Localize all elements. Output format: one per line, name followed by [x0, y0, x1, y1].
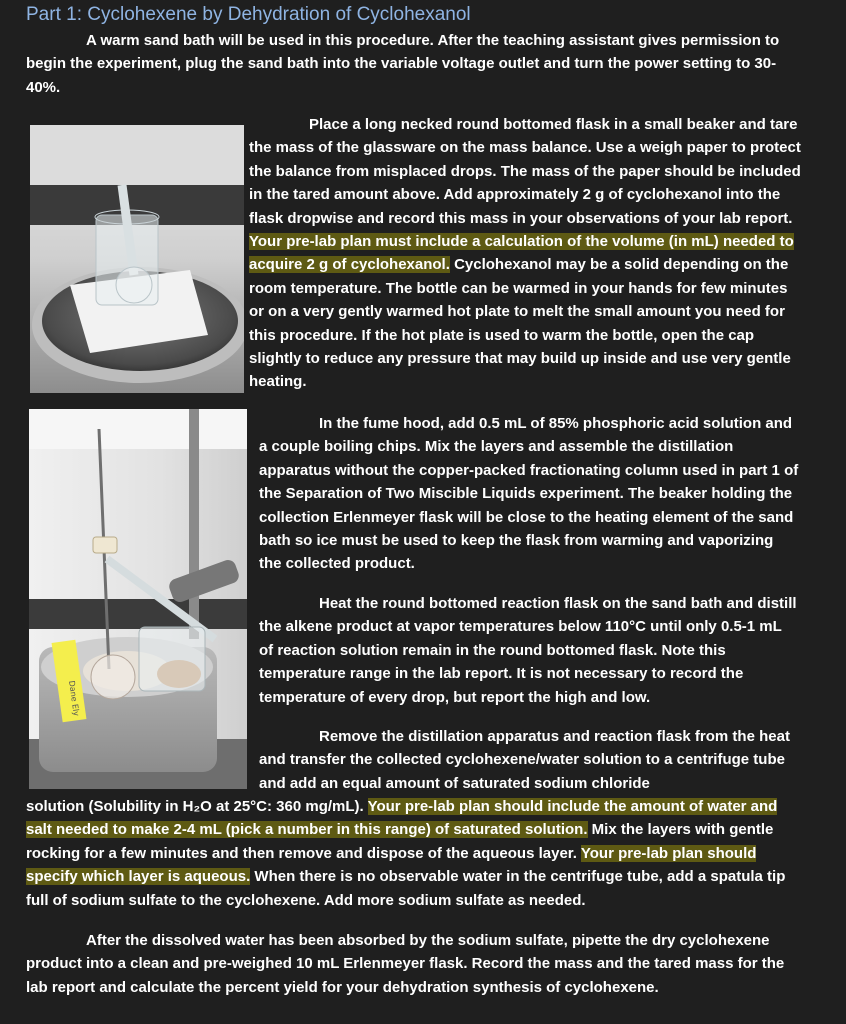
p5-text-d: When there is no observable water in the centrifuge tube, add a spatula tip full of sodium sulfate to the cyclohexene. Add more sodium sulfate as needed.	[26, 868, 786, 909]
p5-highlight-2: Your pre-lab plan should specify which layer is aqueous.	[26, 844, 757, 886]
p5-text-c: Mix the layers with gentle rocking for a few minutes and then remove and dispose of the aqueous layer.	[26, 821, 774, 862]
procedure-text-6	[26, 929, 796, 999]
distillation-illustration	[29, 409, 247, 789]
intro-text: A warm sand bath will be used in this procedure. After the teaching assistant gives permission to begin the experiment, plug the sand bath into the variable voltage outlet and turn the power setting to 30-40%.	[26, 32, 780, 96]
p5-text-b: solution (Solubility in H₂O at 25°C: 360 mg/mL).	[26, 798, 368, 815]
procedure-paragraph-5-bottom	[26, 795, 796, 912]
p2-text-b: Cyclohexanol may be a solid depending on the room temperature. The bottle can be warmed in your hands for few minutes or on a very gently warmed hot plate to melt the small amount you need for this procedure. If the hot plate is used to warm the bottle, open the cap slightly to reduce any pressure that may build up inside and use very gentle heating.	[249, 256, 791, 391]
procedure-paragraph-3	[259, 412, 799, 576]
p2-text-a: Place a long necked round bottomed flask in a small beaker and tare the mass of the glassware on the mass balance. Use a weigh paper to protect the balance from misplaced drops. The mass of the paper should be included in the tared amount above. Add approximately 2 g of cyclohexanol into the flask dropwise and record this mass in your observations of your lab report.	[249, 116, 801, 227]
p2-highlight: Your pre-lab plan must include a calculation of the volume (in mL) needed to acquire 2 g of cyclohexanol.	[249, 233, 794, 274]
tape-label: Dane Ely	[67, 680, 81, 717]
intro-paragraph	[26, 29, 796, 99]
procedure-paragraph-4	[259, 592, 799, 709]
p3-text: In the fume hood, add 0.5 mL of 85% phosphoric acid solution and a couple boiling chips. Mix the layers and assemble the distillation apparatus without the copper-packed fractionating column used in part 1 of the Separation of Two Miscible Liquids experiment. The beaker holding the collection Erlenmeyer flask will be close to the heating element of the sand bath so ice must be used to keep the flask from warming and vaporizing the collected product.	[259, 415, 799, 573]
beaker-flask-illustration	[30, 125, 244, 393]
procedure-text-5a	[259, 725, 799, 795]
procedure-text-5b	[26, 795, 796, 912]
p5-text-a: Remove the distillation apparatus and reaction flask from the heat and transfer the collected cyclohexene/water solution to a centrifuge tube and add an equal amount of saturated sodium chloride	[259, 728, 790, 792]
procedure-paragraph-6	[26, 929, 796, 999]
procedure-text-3	[259, 412, 799, 576]
distillation-apparatus-photo	[29, 409, 247, 789]
section-heading: Part 1: Cyclohexene by Dehydration of Cyclohexanol	[26, 4, 471, 25]
p5-highlight-1: Your pre-lab plan should include the amount of water and salt needed to make 2-4 mL (pick a number in this range) of saturated solution.	[26, 798, 778, 839]
p6-text: After the dissolved water has been absorbed by the sodium sulfate, pipette the dry cyclohexene product into a clean and pre-weighed 10 mL Erlenmeyer flask. Record the mass and the tared mass for the lab report and calculate the percent yield for your dehydration synthesis of cyclohexene.	[26, 932, 785, 996]
procedure-paragraph-5-top	[259, 725, 799, 795]
p4-text: Heat the round bottomed reaction flask on the sand bath and distill the alkene product at vapor temperatures below 110°C until only 0.5-1 mL of reaction solution remain in the round bottomed flask. Note this temperature range in the lab report. It is not necessary to record the temperature of every drop, but report the high and low.	[259, 595, 797, 706]
procedure-paragraph-2	[249, 113, 801, 394]
procedure-text-2	[249, 113, 801, 394]
procedure-text-4	[259, 592, 799, 709]
beaker-flask-photo	[30, 125, 244, 393]
